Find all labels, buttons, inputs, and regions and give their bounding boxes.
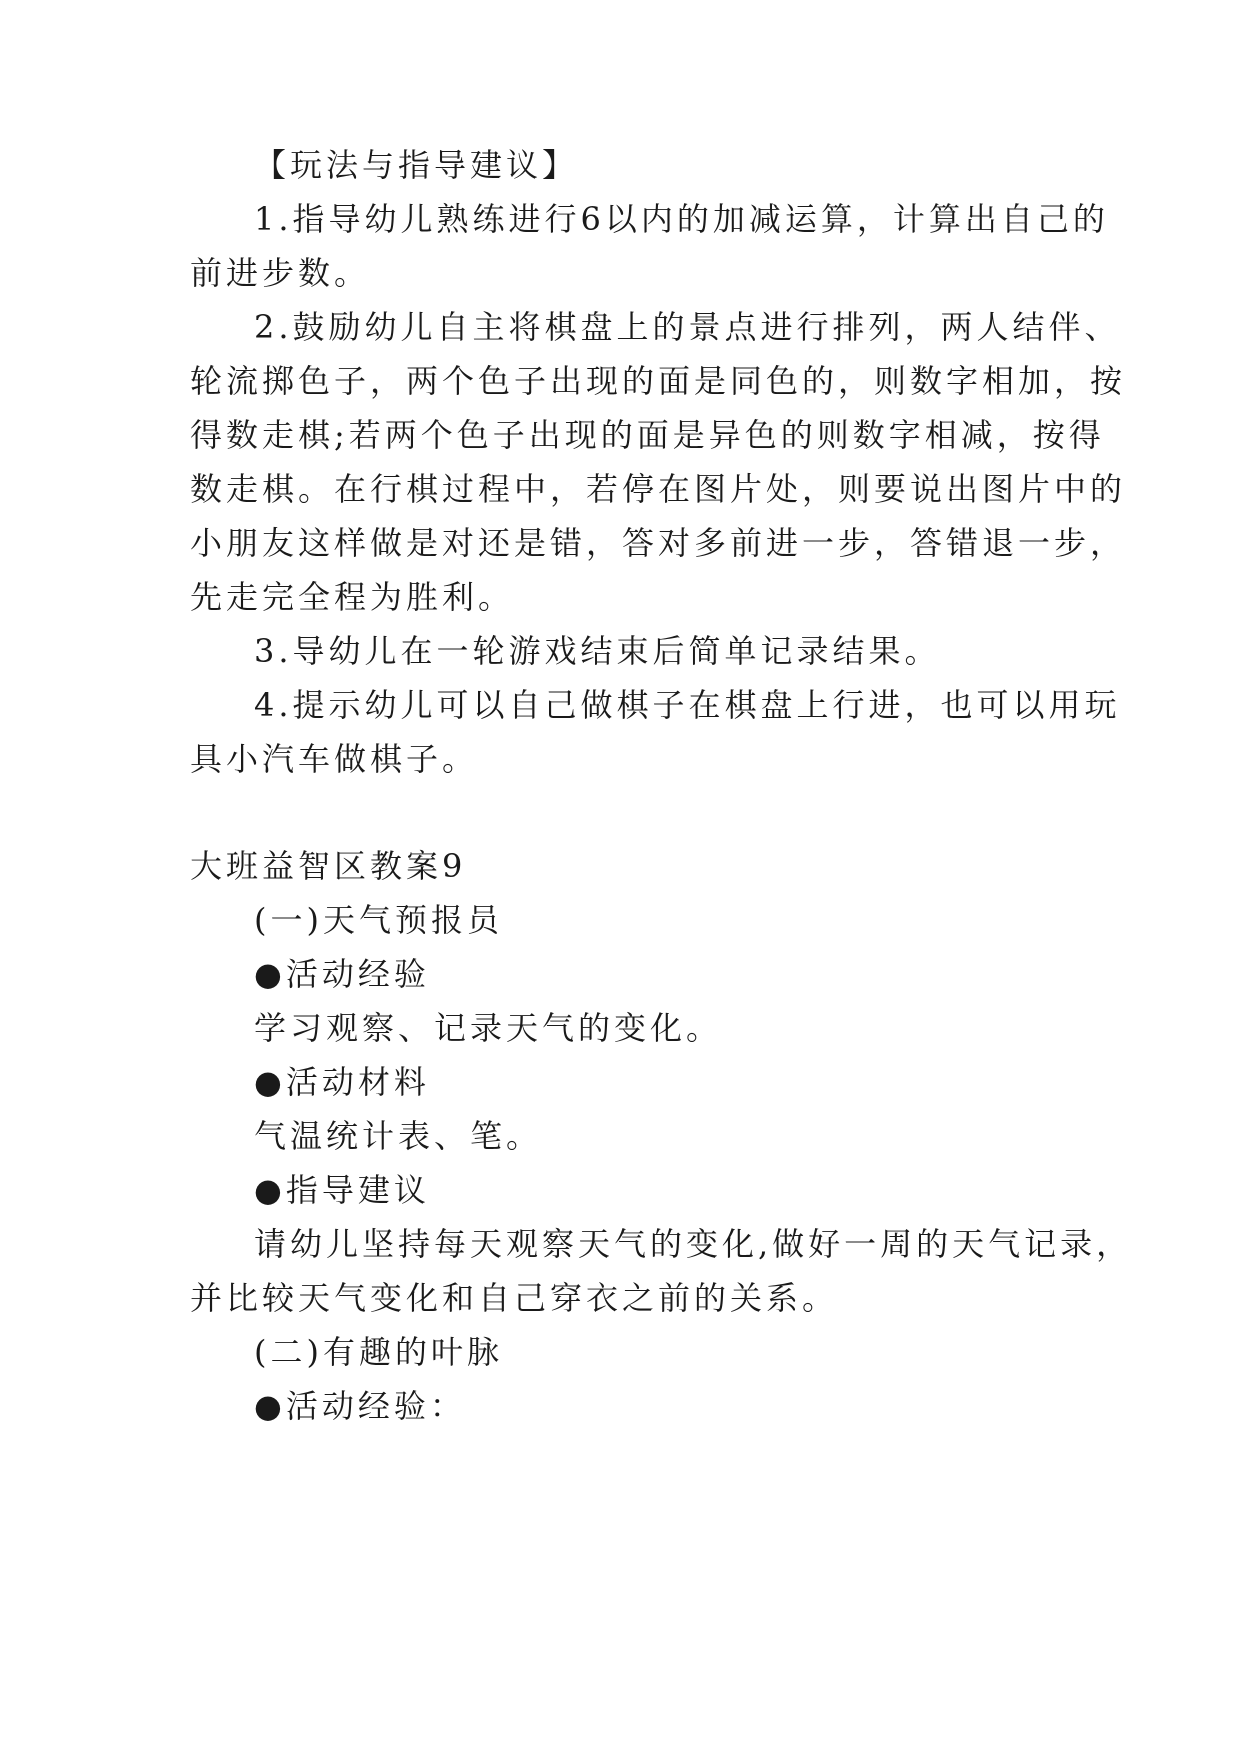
bullet-heading: ●活动经验 [254,955,430,993]
section-heading-play-guidance: 【玩法与指导建议】 [254,146,579,184]
paragraph-line: 1.指导幼儿熟练进行6以内的加减运算，计算出自己的 [254,200,1109,238]
bullet-heading: ●活动材料 [254,1063,430,1101]
document-title: 大班益智区教案9 [190,847,467,885]
paragraph-line: 得数走棋;若两个色子出现的面是异色的则数字相减，按得 [190,416,1105,454]
bullet-heading: ●指导建议 [254,1171,430,1209]
paragraph-line: 请幼儿坚持每天观察天气的变化,做好一周的天气记录， [254,1225,1133,1263]
paragraph-line: 小朋友这样做是对还是错，答对多前进一步，答错退一步， [190,524,1127,562]
paragraph-line: 数走棋。在行棋过程中，若停在图片处，则要说出图片中的 [190,470,1127,508]
paragraph-line: 3.导幼儿在一轮游戏结束后简单记录结果。 [254,632,941,670]
paragraph-line: 4.提示幼儿可以自己做棋子在棋盘上行进，也可以用玩 [254,686,1121,724]
paragraph-line: 2.鼓励幼儿自主将棋盘上的景点进行排列，两人结伴、 [254,308,1121,346]
paragraph-line: 前进步数。 [190,254,371,292]
paragraph-line: 学习观察、记录天气的变化。 [254,1009,723,1047]
bullet-heading: ●活动经验： [254,1387,466,1425]
paragraph-line: 轮流掷色子，两个色子出现的面是同色的，则数字相加，按 [190,362,1127,400]
subsection-heading: (二)有趣的叶脉 [254,1333,503,1371]
paragraph-line: 先走完全程为胜利。 [190,578,515,616]
paragraph-line: 并比较天气变化和自己穿衣之前的关系。 [190,1279,839,1317]
paragraph-line: 具小汽车做棋子。 [190,740,479,778]
subsection-heading: (一)天气预报员 [254,901,503,939]
paragraph-line: 气温统计表、笔。 [254,1117,543,1155]
